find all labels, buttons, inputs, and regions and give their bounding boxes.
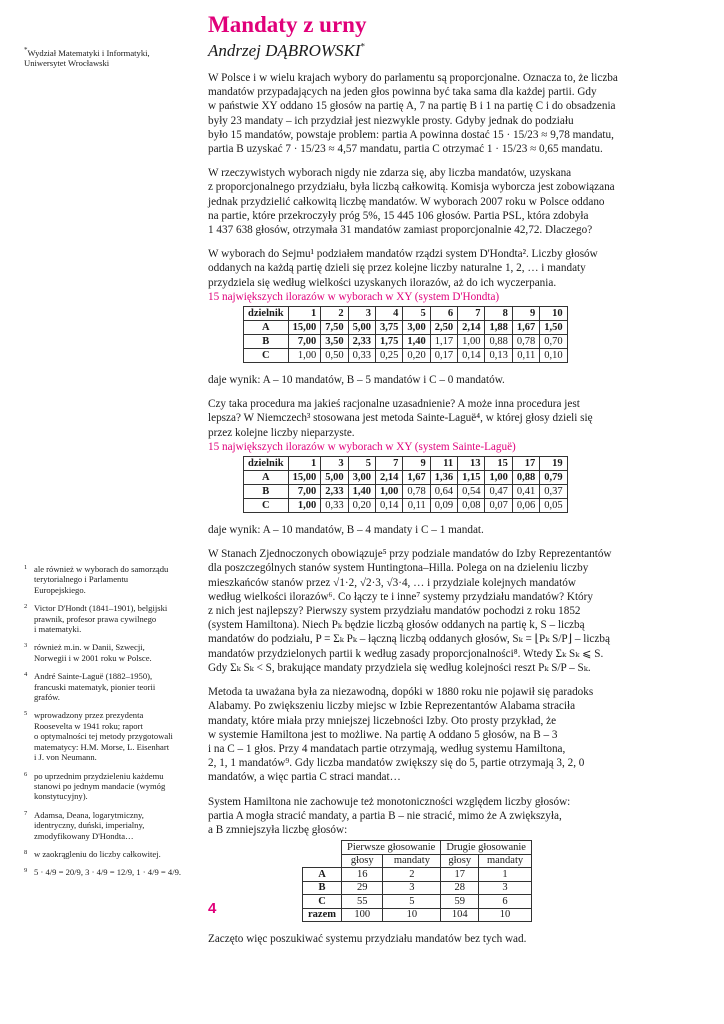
table-cell: 2,14 [375,471,402,485]
table-row [244,471,568,485]
table-cell: 6 [479,895,532,909]
footnote [24,710,194,762]
footnote-number: 8 [24,848,28,856]
paragraph: Metoda ta uważana była za niezawodną, dopóki w 1880 roku nie pojawił się paradoks Alabamy. Po zwiększeniu liczby miejsc w Izbie Reprezentantów Alabama straciła mandaty, które miała przy mniejszej liczebności Izby. Oto prosty przykład, że w systemie Hamiltona jest to możliwe. Na partię A oddano 5 głosów, na B – 3 i na C – 1 głos. Przy 4 mandatach partie otrzymają, według systemu Hamiltona, 2, 1, 1 mandatów⁹. Gdy liczba mandatów zwiększy się do 5, partie otrzymają 3, 2, 0 mandatów, a więc partia C straci mandat… [208,686,594,784]
table-cell: 0,09 [430,499,457,513]
paragraph: daje wynik: A – 10 mandatów, B – 5 mandatów i C – 0 mandatów. [208,374,505,387]
table-row [244,499,568,513]
footnote-number: 9 [24,867,28,875]
author-name: Andrzej DĄBROWSKI [208,41,361,60]
table-header-cell: 5 [403,307,430,321]
table-cell: 0,07 [485,499,512,513]
footnote-number: 5 [24,710,28,718]
table-row [303,881,532,895]
affiliation-text: Wydział Matematyki i Informatyki, Uniwersytet Wrocławski [24,48,150,69]
table-header-cell: 5 [348,457,375,471]
table-cell: 1,75 [375,335,402,349]
paragraph: W rzeczywistych wyborach nigdy nie zdarza się, aby liczba mandatów, uzyskana z proporcjonalnego przydziału, była liczbą całkowitą. Komisja wyborcza jest zobowiązana jednak przydzielić całkowitą liczbę mandatów. W wyborach 2007 roku w Polsce oddano na partie, które przekroczyły próg 5%, 15 445 106 głosów. Partia PSL, która zdobyła 1 437 638 głosów, otrzymała 31 mandatów zamiast proporcjonalnie 42,72. Dlaczego? [208,167,615,237]
row-label: C [244,499,289,513]
table-row [244,335,568,349]
table-cell: 1,17 [430,335,457,349]
footnote-text: André Sainte-Laguë (1882–1950), francuski matematyk, pionier teorii grafów. [34,671,156,703]
table-cell: 1,00 [458,335,485,349]
table-cell: 0,70 [540,335,567,349]
table-header-cell: 1 [288,307,321,321]
table-cell: 2,33 [321,485,348,499]
footnote [24,564,194,595]
row-label: A [244,321,289,335]
row-label: A [244,471,289,485]
votes-sub-header: głosy [341,854,382,868]
footnote-text: Adamsa, Deana, logarytmiczny, identryczny, duński, imperialny, zmodyfikowany D'Hondta… [34,809,145,841]
table-cell: 0,47 [485,485,512,499]
table-cell: 0,20 [348,499,375,513]
dhondt-table [243,306,568,363]
table-cell: 1,40 [403,335,430,349]
table-cell: 0,14 [458,349,485,363]
table-cell: 0,11 [403,499,430,513]
table-row [303,895,532,909]
table-header-cell: 4 [375,307,402,321]
table-cell: 0,08 [458,499,485,513]
footnote [24,771,194,802]
table-cell: 1,00 [288,349,321,363]
votes-sub-header: mandaty [479,854,532,868]
table-cell: 16 [341,868,382,882]
author-affiliation [24,48,192,69]
sidebar [24,48,192,69]
votes-sub-header: mandaty [383,854,441,868]
table-header-cell: 3 [321,457,348,471]
footnotes [24,564,194,886]
article-author [208,40,708,62]
table-cell: 59 [441,895,479,909]
table-row [244,485,568,499]
table-cell: 0,11 [512,349,539,363]
table-cell: 28 [441,881,479,895]
row-label: B [244,485,289,499]
table-cell: 3,00 [403,321,430,335]
footnote-text: ale również w wyborach do samorządu terytorialnego i Parlamentu Europejskiego. [34,564,169,595]
table-cell: 5,00 [348,321,375,335]
page-number: 4 [208,900,217,917]
sainte-lague-caption: 15 największych ilorazów w wyborach w XY (system Sainte-Laguë) [208,440,516,453]
table-cell: 0,50 [321,349,348,363]
table-cell: 100 [341,908,382,922]
table-cell: 2,33 [348,335,375,349]
table-header-cell: 10 [540,307,567,321]
paragraph: Czy taka procedura ma jakieś racjonalne uzasadnienie? A może inna procedura jest lepsza? W Niemczech³ stosowana jest metoda Sainte-Laguë⁴, w której głosy dzieli się przez kolejne liczby nieparzyste. [208,398,593,439]
table-cell: 3,75 [375,321,402,335]
votes-group-header: Drugie głosowanie [441,841,532,855]
footnote-text: w zaokrągleniu do liczby całkowitej. [34,848,161,859]
affiliation-mark: * [24,46,28,55]
row-label: C [244,349,289,363]
paragraph: W Stanach Zjednoczonych obowiązuje⁵ przy podziale mandatów do Izby Reprezentantów dla poszczególnych stanów system Huntingtona–Hilla. Polega on na dzieleniu liczby mieszkańców stanów przez √1·2, √2·3, √3·4, … i przydziale kolejnych mandatów według wielkości ilorazów⁶. Co łączy te i inne⁷ systemy przydziału mandatów? Który z nich jest najlepszy? Pierwszy system przydziału mandatów pochodzi z roku 1852 (system Hamiltona). Niech Pₖ będzie liczbą głosów oddanych na partię k, S – liczbą mandatów do podziału, P = Σₖ Pₖ – łączną liczbą oddanych głosów, Sₖ = ⌊Pₖ S/P⌋ – liczbą mandatów przydzielonych partii k według zasady proporcjonalności⁸. Wtedy Σₖ Sₖ ⩽ S. Gdy Σₖ Sₖ < S, brakujące mandaty przydziela się według kolejności reszt Pₖ S/P – Sₖ. [208,548,612,674]
table-cell: 0,88 [485,335,512,349]
row-label: razem [303,908,342,922]
table-header-cell: 7 [375,457,402,471]
table-row [303,868,532,882]
table-cell: 15,00 [288,471,321,485]
table-cell: 0,06 [512,499,539,513]
table-cell: 17 [441,868,479,882]
votes-corner [303,841,342,855]
table-header-cell: 15 [485,457,512,471]
table-cell: 0,13 [485,349,512,363]
table-cell: 29 [341,881,382,895]
row-label: C [303,895,342,909]
table-row [303,908,532,922]
table-cell: 0,33 [321,499,348,513]
votes-sub-row [303,854,532,868]
table-cell: 5 [383,895,441,909]
table-header-cell: 6 [430,307,457,321]
table-cell: 3 [479,881,532,895]
votes-body [303,868,532,922]
table-cell: 0,78 [512,335,539,349]
table-header-cell: 9 [403,457,430,471]
table-header-cell: 7 [458,307,485,321]
table-cell: 1,00 [375,485,402,499]
footnote-number: 4 [24,671,28,679]
footnote [24,671,194,702]
table-header-cell: 19 [540,457,567,471]
table-cell: 1,88 [485,321,512,335]
table-cell: 1,50 [540,321,567,335]
dhondt-caption: 15 największych ilorazów w wyborach w XY (system D'Hondta) [208,290,500,303]
table-cell: 0,10 [540,349,567,363]
footnote [24,810,194,841]
table-cell: 0,79 [540,471,567,485]
footnote [24,603,194,634]
table-cell: 1,00 [485,471,512,485]
table-cell: 7,00 [288,335,321,349]
author-mark: * [360,41,366,52]
article [208,12,708,946]
footnote-number: 7 [24,809,28,817]
paragraph: Zaczęto więc poszukiwać systemu przydziału mandatów bez tych wad. [208,933,527,946]
table-cell: 7,00 [288,485,321,499]
footnote-number: 2 [24,603,28,611]
table-header-cell: dzielnik [244,307,289,321]
row-label: B [303,881,342,895]
table-cell: 2,14 [458,321,485,335]
table-cell: 0,88 [512,471,539,485]
footnote-number: 6 [24,770,28,778]
table-cell: 0,64 [430,485,457,499]
table-cell: 0,78 [403,485,430,499]
table-cell: 1,67 [403,471,430,485]
votes-sub-header: głosy [441,854,479,868]
article-title: Mandaty z urny [208,12,367,37]
table-cell: 10 [383,908,441,922]
table-cell: 1,36 [430,471,457,485]
table-cell: 2,50 [430,321,457,335]
table-cell: 1,15 [458,471,485,485]
footnote-text: Victor D'Hondt (1841–1901), belgijski prawnik, profesor prawa cywilnego i matematyki. [34,603,168,635]
footnote-text: po uprzednim przydzieleniu każdemu stanowi po jednym mandacie (wymóg konstytucyjny). [34,770,166,802]
paragraph: daje wynik: A – 10 mandatów, B – 4 mandaty i C – 1 mandat. [208,524,484,537]
votes-corner [303,854,342,868]
footnote-number: 3 [24,642,28,650]
table-cell: 0,54 [458,485,485,499]
paragraph: W wyborach do Sejmu¹ podziałem mandatów rządzi system D'Hondta². Liczby głosów oddanych na każdą partię dzieli się przez kolejne liczby naturalne 1, 2, … i mandaty przydziela się według wielkości uzyskanych ilorazów, aż do ich wyczerpania. [208,248,598,289]
votes-group-header: Pierwsze głosowanie [341,841,440,855]
table-cell: 5,00 [321,471,348,485]
row-label: B [244,335,289,349]
table-cell: 1 [479,868,532,882]
table-cell: 1,00 [288,499,321,513]
table-header-cell: 8 [485,307,512,321]
table-cell: 0,37 [540,485,567,499]
sainte-lague-table [243,456,568,513]
table-cell: 0,41 [512,485,539,499]
table-row [244,321,568,335]
table-header-row [244,457,568,471]
table-header-cell: 13 [458,457,485,471]
footnote [24,867,194,877]
table-cell: 104 [441,908,479,922]
table-cell: 3,00 [348,471,375,485]
footnote [24,642,194,663]
table-cell: 3,50 [321,335,348,349]
paragraph: System Hamiltona nie zachowuje też monotoniczności względem liczby głosów: partia A mogła stracić mandaty, a partia B – nie stracić, mimo że A zwiększyła, a B zmniejszyła liczbę głosów: [208,795,571,836]
table-cell: 15,00 [288,321,321,335]
votes-table [302,840,532,922]
footnote [24,849,194,859]
table-header-cell: dzielnik [244,457,289,471]
footnote-text: 5 · 4/9 = 20/9, 3 · 4/9 = 12/9, 1 · 4/9 = 4/9. [34,867,182,878]
table-cell: 1,67 [512,321,539,335]
table-header-cell: 3 [348,307,375,321]
votes-group-row [303,841,532,855]
table-cell: 0,14 [375,499,402,513]
table-header-cell: 17 [512,457,539,471]
table-cell: 0,17 [430,349,457,363]
table-cell: 0,25 [375,349,402,363]
table-row [244,349,568,363]
table-cell: 2 [383,868,441,882]
table-cell: 0,33 [348,349,375,363]
table-cell: 0,20 [403,349,430,363]
table-cell: 1,40 [348,485,375,499]
footnote-text: również m.in. w Danii, Szwecji, Norwegii i w 2001 roku w Polsce. [34,642,152,663]
table-header-cell: 1 [288,457,321,471]
table-cell: 0,05 [540,499,567,513]
table-cell: 3 [383,881,441,895]
table-header-cell: 11 [430,457,457,471]
table-cell: 55 [341,895,382,909]
paragraph: W Polsce i w wielu krajach wybory do parlamentu są proporcjonalne. Oznacza to, że liczba mandatów przypadających na jeden głos powinna być taka sama dla każdej partii. Gdy w państwie XY oddano 15 głosów na partię A, 7 na partię B i 1 na partię C i do obsadzenia były 23 mandaty – ich przydział jest niezwykle prosty. Gdyby jednak do podziału było 15 mandatów, powstaje problem: partia A powinna dostać 15 · 15/23 ≈ 9,78 mandatu, partia B uzyskać 7 · 15/23 ≈ 4,57 mandatu, partia C otrzymać 1 · 15/23 ≈ 0,65 mandatu. [208,72,618,156]
table-cell: 7,50 [321,321,348,335]
table-cell: 10 [479,908,532,922]
table-header-cell: 9 [512,307,539,321]
table-header-cell: 2 [321,307,348,321]
footnote-number: 1 [24,564,28,571]
row-label: A [303,868,342,882]
footnote-text: wprowadzony przez prezydenta Roosevelta w 1941 roku; raport o optymalności tej metody przygotowali matematycy: H.M. Morse, L. Eisenhart i J. von Neumann. [34,710,173,763]
table-header-row [244,307,568,321]
